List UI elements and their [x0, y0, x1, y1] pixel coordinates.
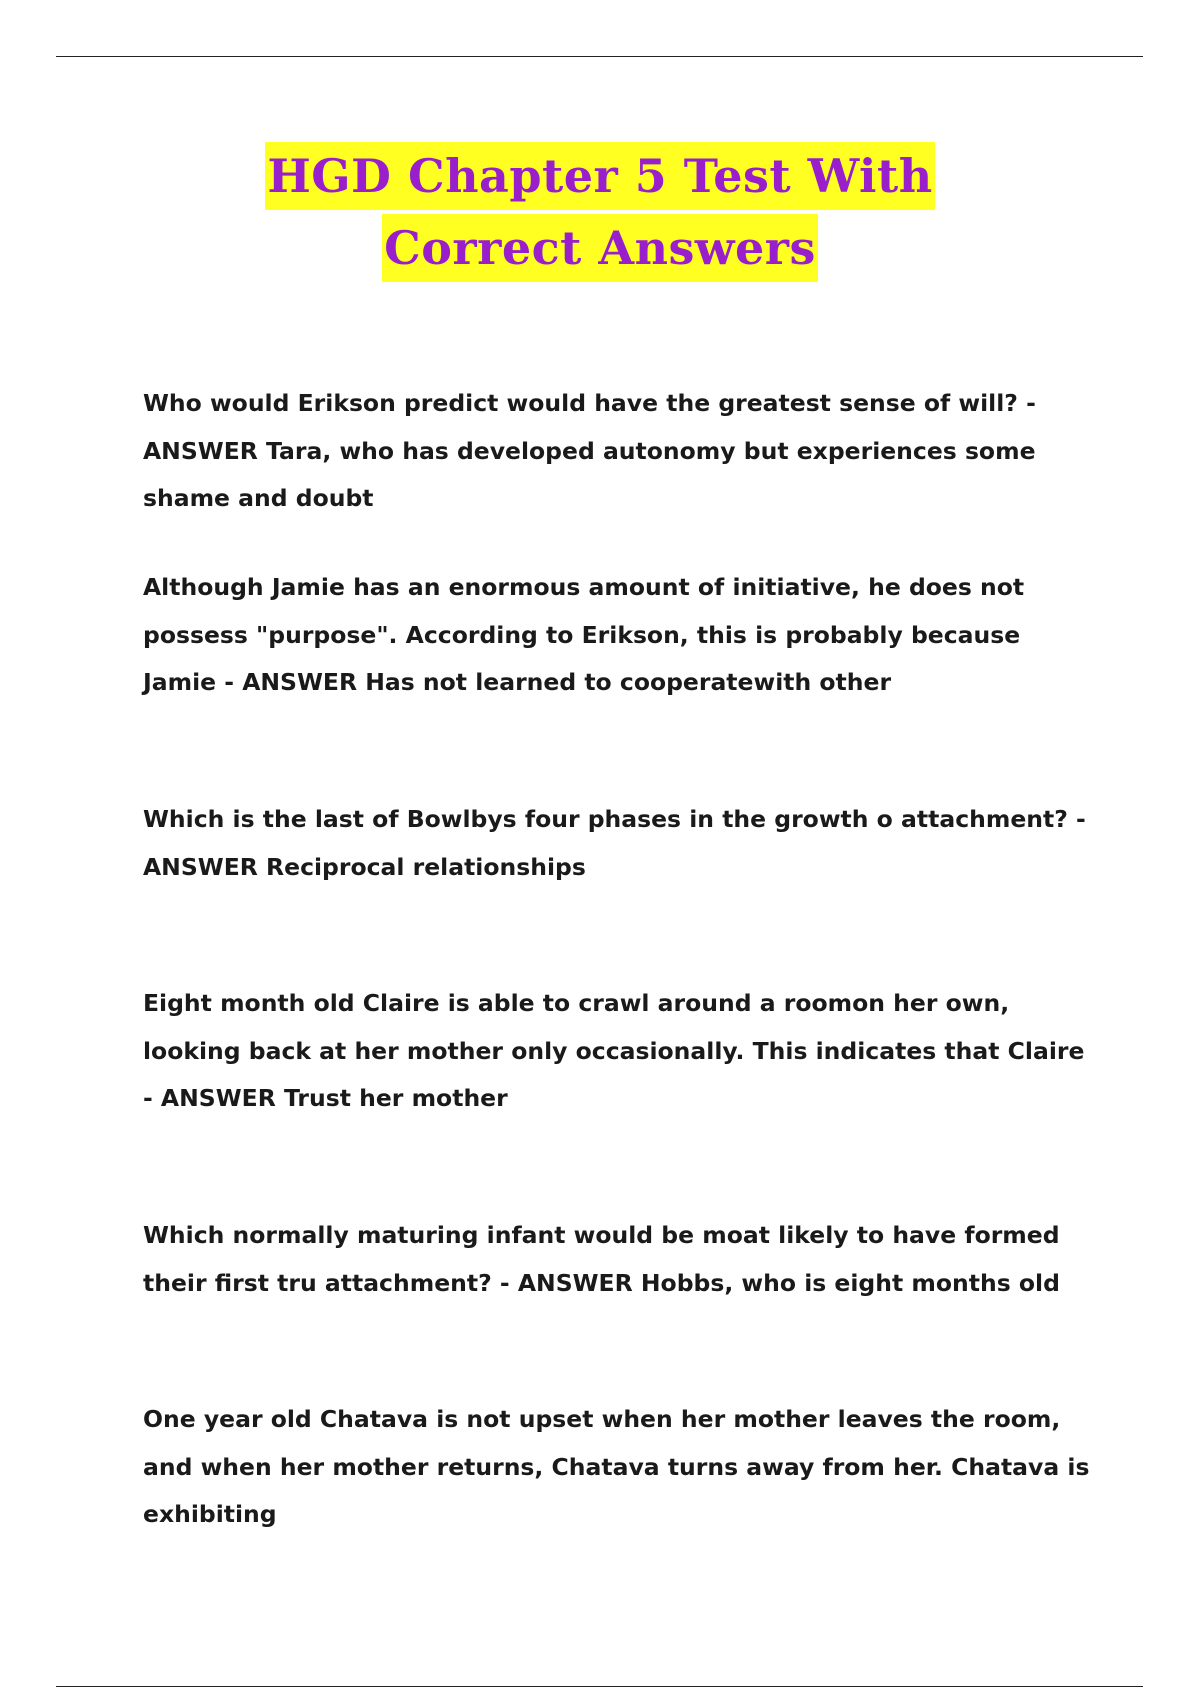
qa-item: Although Jamie has an enormous amount of initiative, he does not possess "purpose". According to Erikson, this is probably because Jamie - ANSWER Has not learned to cooperatewith other: [143, 573, 1025, 696]
title-line-1: HGD Chapter 5 Test With: [265, 142, 934, 210]
top-divider: [56, 56, 1143, 57]
qa-item: One year old Chatava is not upset when her mother leaves the room, and when her mother returns, Chatava turns away from her. Chatava is exhibiting: [143, 1405, 1090, 1528]
qa-item: Eight month old Claire is able to crawl around a roomon her own, looking back at her mother only occasionally. This indicates that Claire - ANSWER Trust her mother: [143, 989, 1085, 1112]
qa-item: Which normally maturing infant would be moat likely to have formed their first tru attachment? - ANSWER Hobbs, who is eight months old: [143, 1221, 1060, 1297]
bottom-divider: [56, 1686, 1143, 1687]
qa-item: Which is the last of Bowlbys four phases in the growth o attachment? - ANSWER Reciprocal relationships: [143, 805, 1086, 881]
qa-item: Who would Erikson predict would have the greatest sense of will? - ANSWER Tara, who has developed autonomy but experiences some shame and doubt: [143, 389, 1036, 512]
document-title: [0, 142, 1200, 286]
title-line-2: Correct Answers: [382, 214, 818, 282]
